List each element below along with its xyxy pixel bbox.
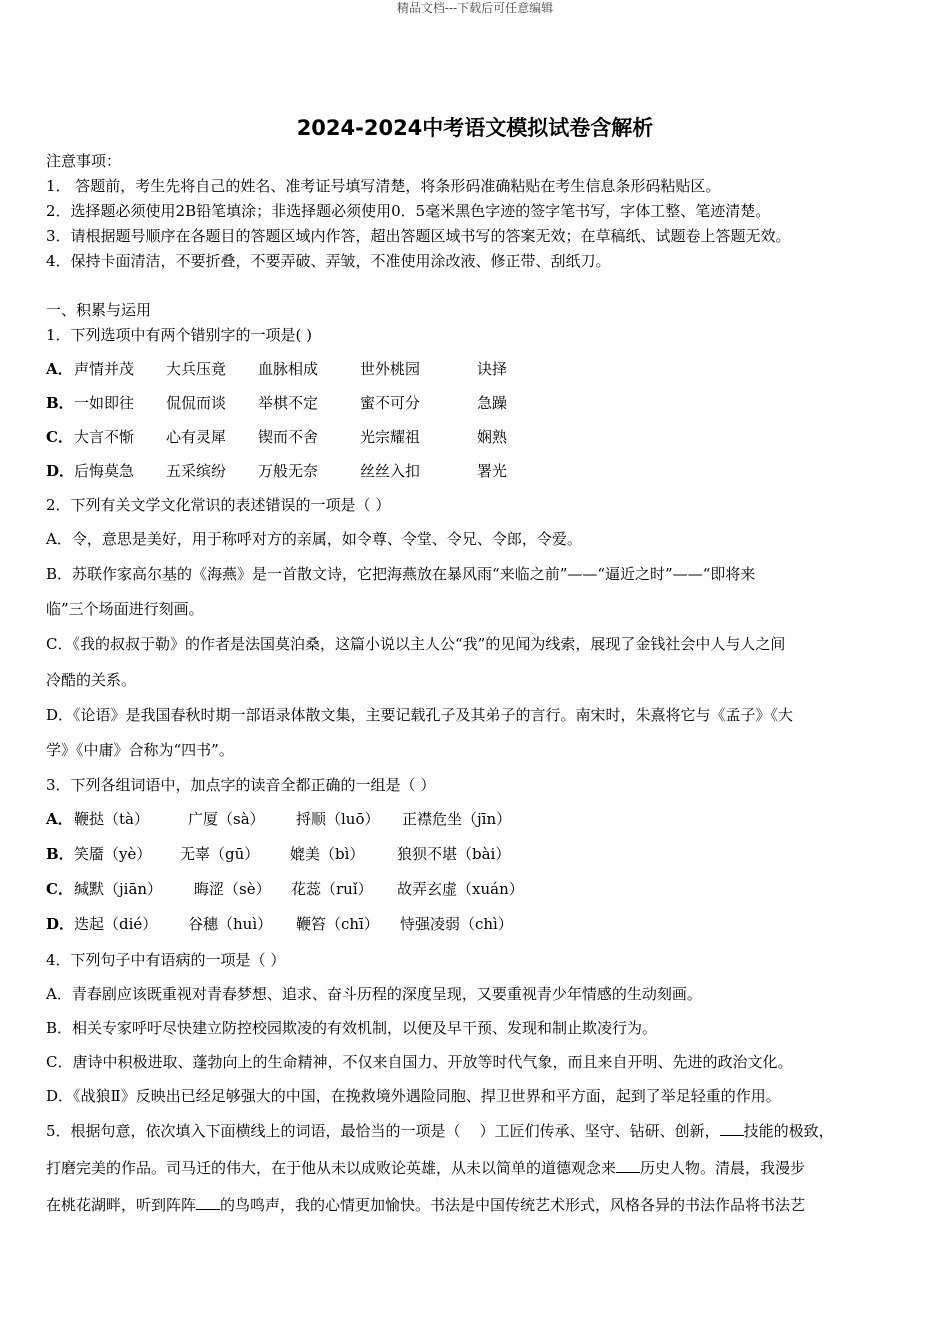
option-word: 大兵压竟 [166,360,227,378]
option-word: 晦涩（sè） [194,880,271,898]
notice-item: 3．请根据题号顺序在各题目的答题区域内作答，超出答题区域书写的答案无效；在草稿纸、试题卷上答题无效。 [46,227,791,245]
option-word: 声情并茂 [74,360,135,378]
question-5-text: 5．根据句意，依次填入下面横线上的词语，最恰当的一项是（ [46,1122,461,1140]
notice-item: 4．保持卡面清洁，不要折叠，不要弄破、弄皱，不准使用涂改液、修正带、刮纸刀。 [46,252,611,270]
fill-blank [196,1195,220,1210]
fill-blank [616,1158,640,1173]
option-label: D． [46,462,75,480]
option-word: 侃侃而谈 [166,394,227,412]
option-word: 鞭笞（chī） [296,915,379,933]
question-5-text: 的鸟鸣声，我的心情更加愉快。书法是中国传统艺术形式，风格各异的书法作品将书法艺 [220,1196,806,1214]
option-word: 五采缤纷 [166,462,227,480]
option-word: 媲美（bì） [290,845,365,863]
question-3-stem: 3．下列各组词语中，加点字的读音全都正确的一组是（ ） [46,776,436,794]
option-word: 丝丝入扣 [360,462,421,480]
option-word: 恃强凌弱（chì） [400,915,513,933]
section-heading: 一、积累与运用 [46,301,152,319]
option-c: C．《我的叔叔于勒》的作者是法国莫泊桑，这篇小说以主人公“我”的见闻为线索，展现了金钱社会中人与人之间 [46,635,786,653]
question-5-text: 打磨完美的作品。司马迁的伟大，在于他从未以成败论英雄，从未以简单的道德观念来 [46,1159,617,1177]
option-word: 缄默（jiān） [74,880,163,898]
option-label: C． [46,428,73,446]
option-label: B． [46,845,74,863]
option-word: 广厦（sà） [188,810,265,828]
option-word: 娴熟 [477,428,508,446]
option-label: A． [46,360,73,378]
option-word: 急躁 [477,394,508,412]
option-word: 捋顺（luō） [296,810,380,828]
option-d: D．《论语》是我国春秋时期一部语录体散文集，主要记载孔子及其弟子的言行。南宋时，朱熹将它与《孟子》《大 [46,706,794,724]
option-word: 世外桃园 [360,360,421,378]
question-5-text: 历史人物。清晨，我漫步 [640,1159,806,1177]
option-word: 锲而不舍 [258,428,319,446]
option-word: 万般无奈 [258,462,319,480]
option-label: D． [46,915,75,933]
header-note: 精品文档---下载后可任意编辑 [396,1,554,15]
notice-heading: 注意事项： [46,152,122,170]
question-5-line-3 [46,1195,805,1215]
page-title: 2024-2024中考语文模拟试卷含解析 [296,116,654,140]
question-5-text: 在桃花湖畔，听到阵阵 [46,1196,197,1214]
option-word: 后悔莫急 [74,462,135,480]
question-1-stem: 1．下列选项中有两个错别字的一项是( ) [46,326,313,344]
question-5-text: 技能的极致， [743,1122,834,1140]
option-word: 狼狈不堪（bài） [397,845,511,863]
option-word: 诀择 [477,360,508,378]
option-label: B． [46,394,74,412]
option-word: 举棋不定 [258,394,319,412]
option-b: B．相关专家呼吁尽快建立防控校园欺凌的有效机制，以便及早干预、发现和制止欺凌行为。 [46,1019,658,1037]
option-c: C．唐诗中积极进取、蓬勃向上的生命精神，不仅来自国力、开放等时代气象，而且来自开明、先进的政治文化。 [46,1053,793,1071]
option-word: 血脉相成 [258,360,319,378]
option-word: 鞭挞（tà） [74,810,149,828]
option-word: 无辜（gū） [180,845,260,863]
option-word: 故弄玄虚（xuán） [397,880,524,898]
option-a: A．青春剧应该既重视对青春梦想、追求、奋斗历程的深度呈现，又要重视青少年情感的生动刻画。 [46,985,702,1003]
notice-item: 2．选择题必须使用2B铅笔填涂；非选择题必须使用0．5毫米黑色字迹的签字笔书写，字体工整、笔迹清楚。 [46,202,771,220]
option-word: 署光 [477,462,508,480]
option-word: 一如即往 [74,394,135,412]
question-4-stem: 4．下列句子中有语病的一项是（ ） [46,951,286,969]
option-word: 谷穗（huì） [188,915,273,933]
option-d: D．《战狼Ⅱ》反映出已经足够强大的中国，在挽救境外遇险同胞、捍卫世界和平方面，起到了举足轻重的作用。 [46,1087,781,1105]
option-word: 大言不惭 [74,428,135,446]
option-word: 心有灵犀 [166,428,227,446]
fill-blank [720,1121,744,1136]
question-5-line-1 [46,1121,834,1141]
option-word: 蜜不可分 [360,394,421,412]
question-5-text: ）工匠们传承、坚守、钻研、创新， [479,1122,720,1140]
option-a: A．令，意思是美好，用于称呼对方的亲属，如令尊、令堂、令兄、令郎，令爱。 [46,530,582,548]
option-c-continued: 冷酷的关系。 [46,671,137,689]
option-word: 花蕊（ruǐ） [291,880,373,898]
option-label: A． [46,810,73,828]
option-word: 正襟危坐（jīn） [402,810,512,828]
option-d-continued: 学》《中庸》合称为“四书”。 [46,741,234,759]
option-b-continued: 临”三个场面进行刻画。 [46,600,204,618]
option-label: C． [46,880,73,898]
option-word: 笑靥（yè） [74,845,152,863]
option-word: 光宗耀祖 [360,428,421,446]
option-b: B．苏联作家高尔基的《海燕》是一首散文诗，它把海燕放在暴风雨“来临之前”——“逼近之时”——“即将来 [46,565,756,583]
question-2-stem: 2．下列有关文学文化常识的表述错误的一项是（ ） [46,496,391,514]
question-5-line-2 [46,1158,805,1178]
option-word: 迭起（dié） [74,915,158,933]
notice-item: 1． 答题前，考生先将自己的姓名、准考证号填写清楚，将条形码准确粘贴在考生信息条形码粘贴区。 [46,177,721,195]
